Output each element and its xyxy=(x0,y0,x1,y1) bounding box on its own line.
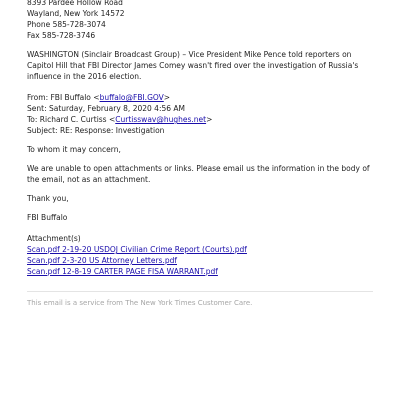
attachments-label: Attachment(s) xyxy=(27,234,81,243)
to-close: > xyxy=(206,115,213,124)
to-line xyxy=(27,114,377,125)
attachment-link[interactable]: Scan.pdf 2-19-20 USDOJ Civilian Crime Report (Courts).pdf xyxy=(27,245,247,254)
from-email-link[interactable]: buffalo@FBI.GOV xyxy=(99,93,164,102)
subject-line: Subject: RE: Response: Investigation xyxy=(27,126,165,135)
attachments-section xyxy=(27,233,377,277)
sender-address xyxy=(27,0,377,41)
message-paragraph: We are unable to open attachments or links. Please email us the information in the body of the email, not as an attachment. xyxy=(27,164,370,184)
intro-paragraph: WASHINGTON (Sinclair Broadcast Group) – Vice President Mike Pence told reporters on Capitol Hill that FBI Director James Comey wasn't fired over the investigation of Russia's influence in the 2016 election. xyxy=(27,50,359,81)
address-phone: Phone 585-728-3074 xyxy=(27,20,106,29)
footer-divider xyxy=(27,291,373,292)
email-header xyxy=(27,92,377,136)
to-label: To: Richard C. Curtiss < xyxy=(27,115,116,124)
signature: FBI Buffalo xyxy=(27,213,68,222)
email-message xyxy=(27,0,377,308)
attachment-link[interactable]: Scan.pdf 12-8-19 CARTER PAGE FISA WARRANT.pdf xyxy=(27,267,218,276)
sent-line: Sent: Saturday, February 8, 2020 4:56 AM xyxy=(27,104,186,113)
from-line xyxy=(27,92,377,103)
attachment-link[interactable]: Scan.pdf 2-3-20 US Attorney Letters.pdf xyxy=(27,256,177,265)
thanks: Thank you, xyxy=(27,194,69,203)
greeting: To whom it may concern, xyxy=(27,145,121,154)
address-street: 8393 Pardee Hollow Road xyxy=(27,0,123,7)
from-label: From: FBI Buffalo < xyxy=(27,93,100,102)
footer-note: This email is a service from The New York Times Customer Care. xyxy=(27,299,253,307)
to-email-link[interactable]: Curtisswav@hughes.net xyxy=(115,115,207,124)
address-city: Wayland, New York 14572 xyxy=(27,9,125,18)
address-fax: Fax 585-728-3746 xyxy=(27,31,96,40)
from-close: > xyxy=(163,93,171,102)
